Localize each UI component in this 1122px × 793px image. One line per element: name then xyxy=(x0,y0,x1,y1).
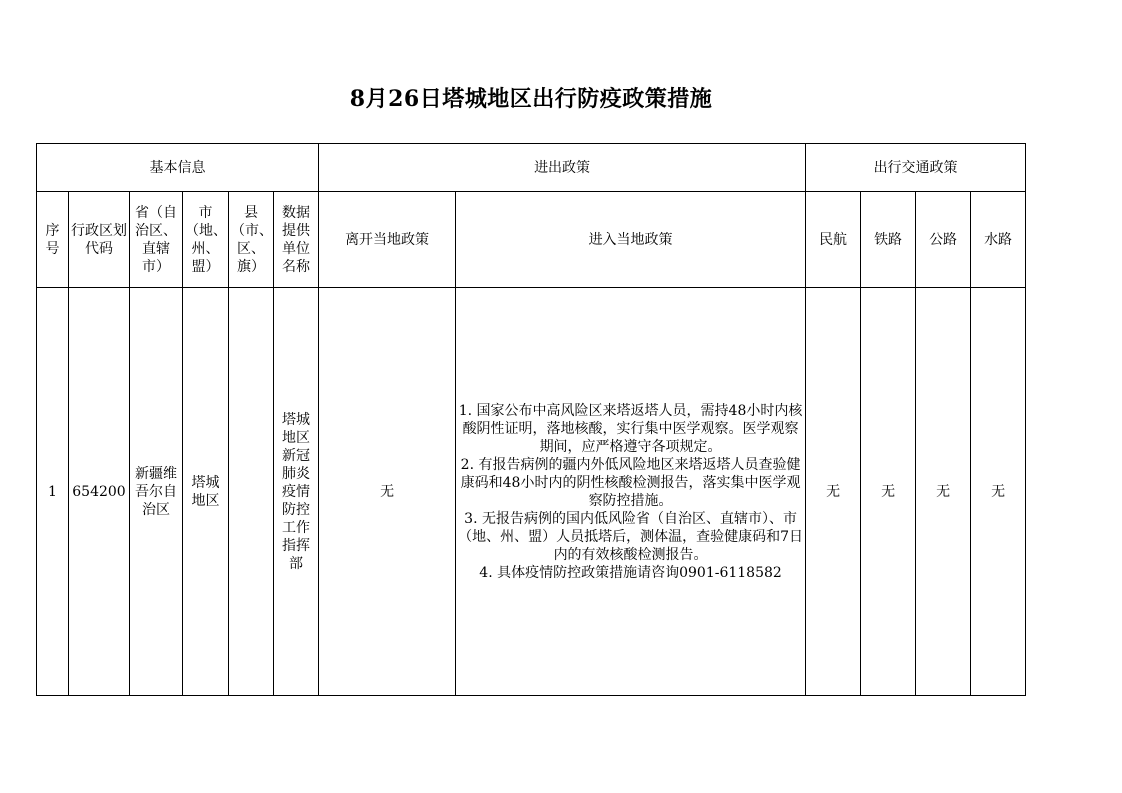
cell-leave-policy: 无 xyxy=(319,288,456,696)
header-enter-policy: 进入当地政策 xyxy=(456,192,806,288)
enter-policy-item: 1. 国家公布中高风险区来塔返塔人员，需持48小时内核酸阴性证明，落地核酸，实行集中医学观察。医学观察期间，应严格遵守各项规定。 xyxy=(458,402,803,455)
group-transport-policy: 出行交通政策 xyxy=(806,144,1026,192)
header-county: 县（市、区、旗） xyxy=(229,192,274,288)
group-basic-info: 基本信息 xyxy=(37,144,319,192)
cell-road: 无 xyxy=(916,288,971,696)
header-air: 民航 xyxy=(806,192,861,288)
group-header-row xyxy=(37,144,1026,192)
header-province: 省（自治区、直辖市） xyxy=(130,192,183,288)
cell-data-provider: 塔城地区新冠肺炎疫情防控工作指挥部 xyxy=(274,288,319,696)
cell-city: 塔城地区 xyxy=(183,288,229,696)
policy-table xyxy=(36,143,1026,696)
cell-rail: 无 xyxy=(861,288,916,696)
cell-seq: 1 xyxy=(37,288,69,696)
enter-policy-item: 2. 有报告病例的疆内外低风险地区来塔返塔人员查验健康码和48小时内的阴性核酸检测报告，落实集中医学观察防控措施。 xyxy=(460,456,801,509)
cell-enter-policy xyxy=(456,288,806,696)
column-header-row xyxy=(37,192,1026,288)
cell-admin-code: 654200 xyxy=(69,288,130,696)
cell-water: 无 xyxy=(971,288,1026,696)
cell-air: 无 xyxy=(806,288,861,696)
header-admin-code: 行政区划代码 xyxy=(69,192,130,288)
header-leave-policy: 离开当地政策 xyxy=(319,192,456,288)
cell-province: 新疆维吾尔自治区 xyxy=(130,288,183,696)
group-inout-policy: 进出政策 xyxy=(319,144,806,192)
header-road: 公路 xyxy=(916,192,971,288)
enter-policy-item: 3. 无报告病例的国内低风险省（自治区、直辖市）、市（地、州、盟）人员抵塔后，测体温，查验健康码和7日内的有效核酸检测报告。 xyxy=(458,510,804,563)
page-title: 8月26日塔城地区出行防疫政策措施 xyxy=(349,86,713,112)
header-data-provider: 数据提供单位名称 xyxy=(274,192,319,288)
enter-policy-item: 4. 具体疫情防控政策措施请咨询0901-6118582 xyxy=(479,564,782,581)
header-city: 市（地、州、盟） xyxy=(183,192,229,288)
header-water: 水路 xyxy=(971,192,1026,288)
cell-county xyxy=(229,288,274,696)
header-seq: 序号 xyxy=(37,192,69,288)
header-rail: 铁路 xyxy=(861,192,916,288)
table-row xyxy=(37,288,1026,696)
